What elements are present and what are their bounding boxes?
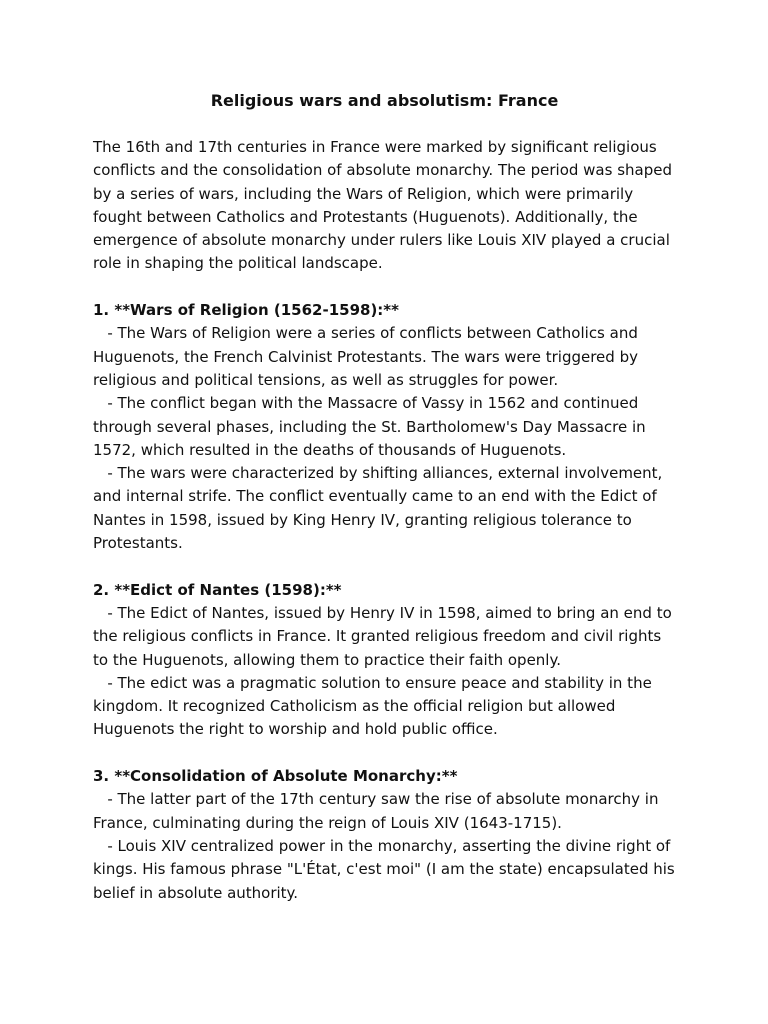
bullet-item: - The wars were characterized by shifting alliances, external involvement, and internal strife. The conflict eventually came to an end with the Edict of Nantes in 1598, issued by King Henry IV, granting religious tolerance to Protestants. bbox=[93, 464, 668, 553]
bullet-item: - The conflict began with the Massacre of Vassy in 1562 and continued through several phases, including the St. Bartholomew's Day Massacre in 1572, which resulted in the deaths of thousands of Huguenots. bbox=[93, 394, 651, 459]
document-title: Religious wars and absolutism: France bbox=[210, 91, 559, 110]
intro-paragraph: The 16th and 17th centuries in France were marked by significant religious conflicts and the consolidation of absolute monarchy. The period was shaped by a series of wars, including the Wars of Religion, which were primarily fought between Catholics and Protestants (Huguenots). Additionally, the emergence of absolute monarchy under rulers like Louis XIV played a crucial role in shaping the political landscape. bbox=[93, 138, 672, 273]
section-heading: 1. **Wars of Religion (1562-1598):** bbox=[93, 301, 399, 320]
bullet-item: - The latter part of the 17th century saw the rise of absolute monarchy in France, culminating during the reign of Louis XIV (1643-1715). bbox=[93, 790, 664, 832]
bullet-item: - The edict was a pragmatic solution to ensure peace and stability in the kingdom. It recognized Catholicism as the official religion but allowed Huguenots the right to worship and hold public office. bbox=[93, 673, 657, 739]
section-edict-of-nantes bbox=[93, 579, 676, 742]
section-heading: 3. **Consolidation of Absolute Monarchy:** bbox=[93, 767, 458, 786]
section-absolute-monarchy bbox=[93, 765, 680, 905]
section-wars-of-religion bbox=[93, 299, 676, 555]
section-heading: 2. **Edict of Nantes (1598):** bbox=[93, 580, 342, 599]
bullet-item: - Louis XIV centralized power in the monarchy, asserting the divine right of kings. His famous phrase "L'État, c'est moi" (I am the state) encapsulated his belief in absolute authority. bbox=[93, 836, 680, 902]
bullet-item: - The Wars of Religion were a series of conflicts between Catholics and Huguenots, the French Calvinist Protestants. The wars were triggered by religious and political tensions, as well as struggles for power. bbox=[93, 324, 643, 389]
bullet-item: - The Edict of Nantes, issued by Henry IV in 1598, aimed to bring an end to the religious conflicts in France. It granted religious freedom and civil rights to the Huguenots, allowing them to practice their faith openly. bbox=[93, 603, 677, 669]
